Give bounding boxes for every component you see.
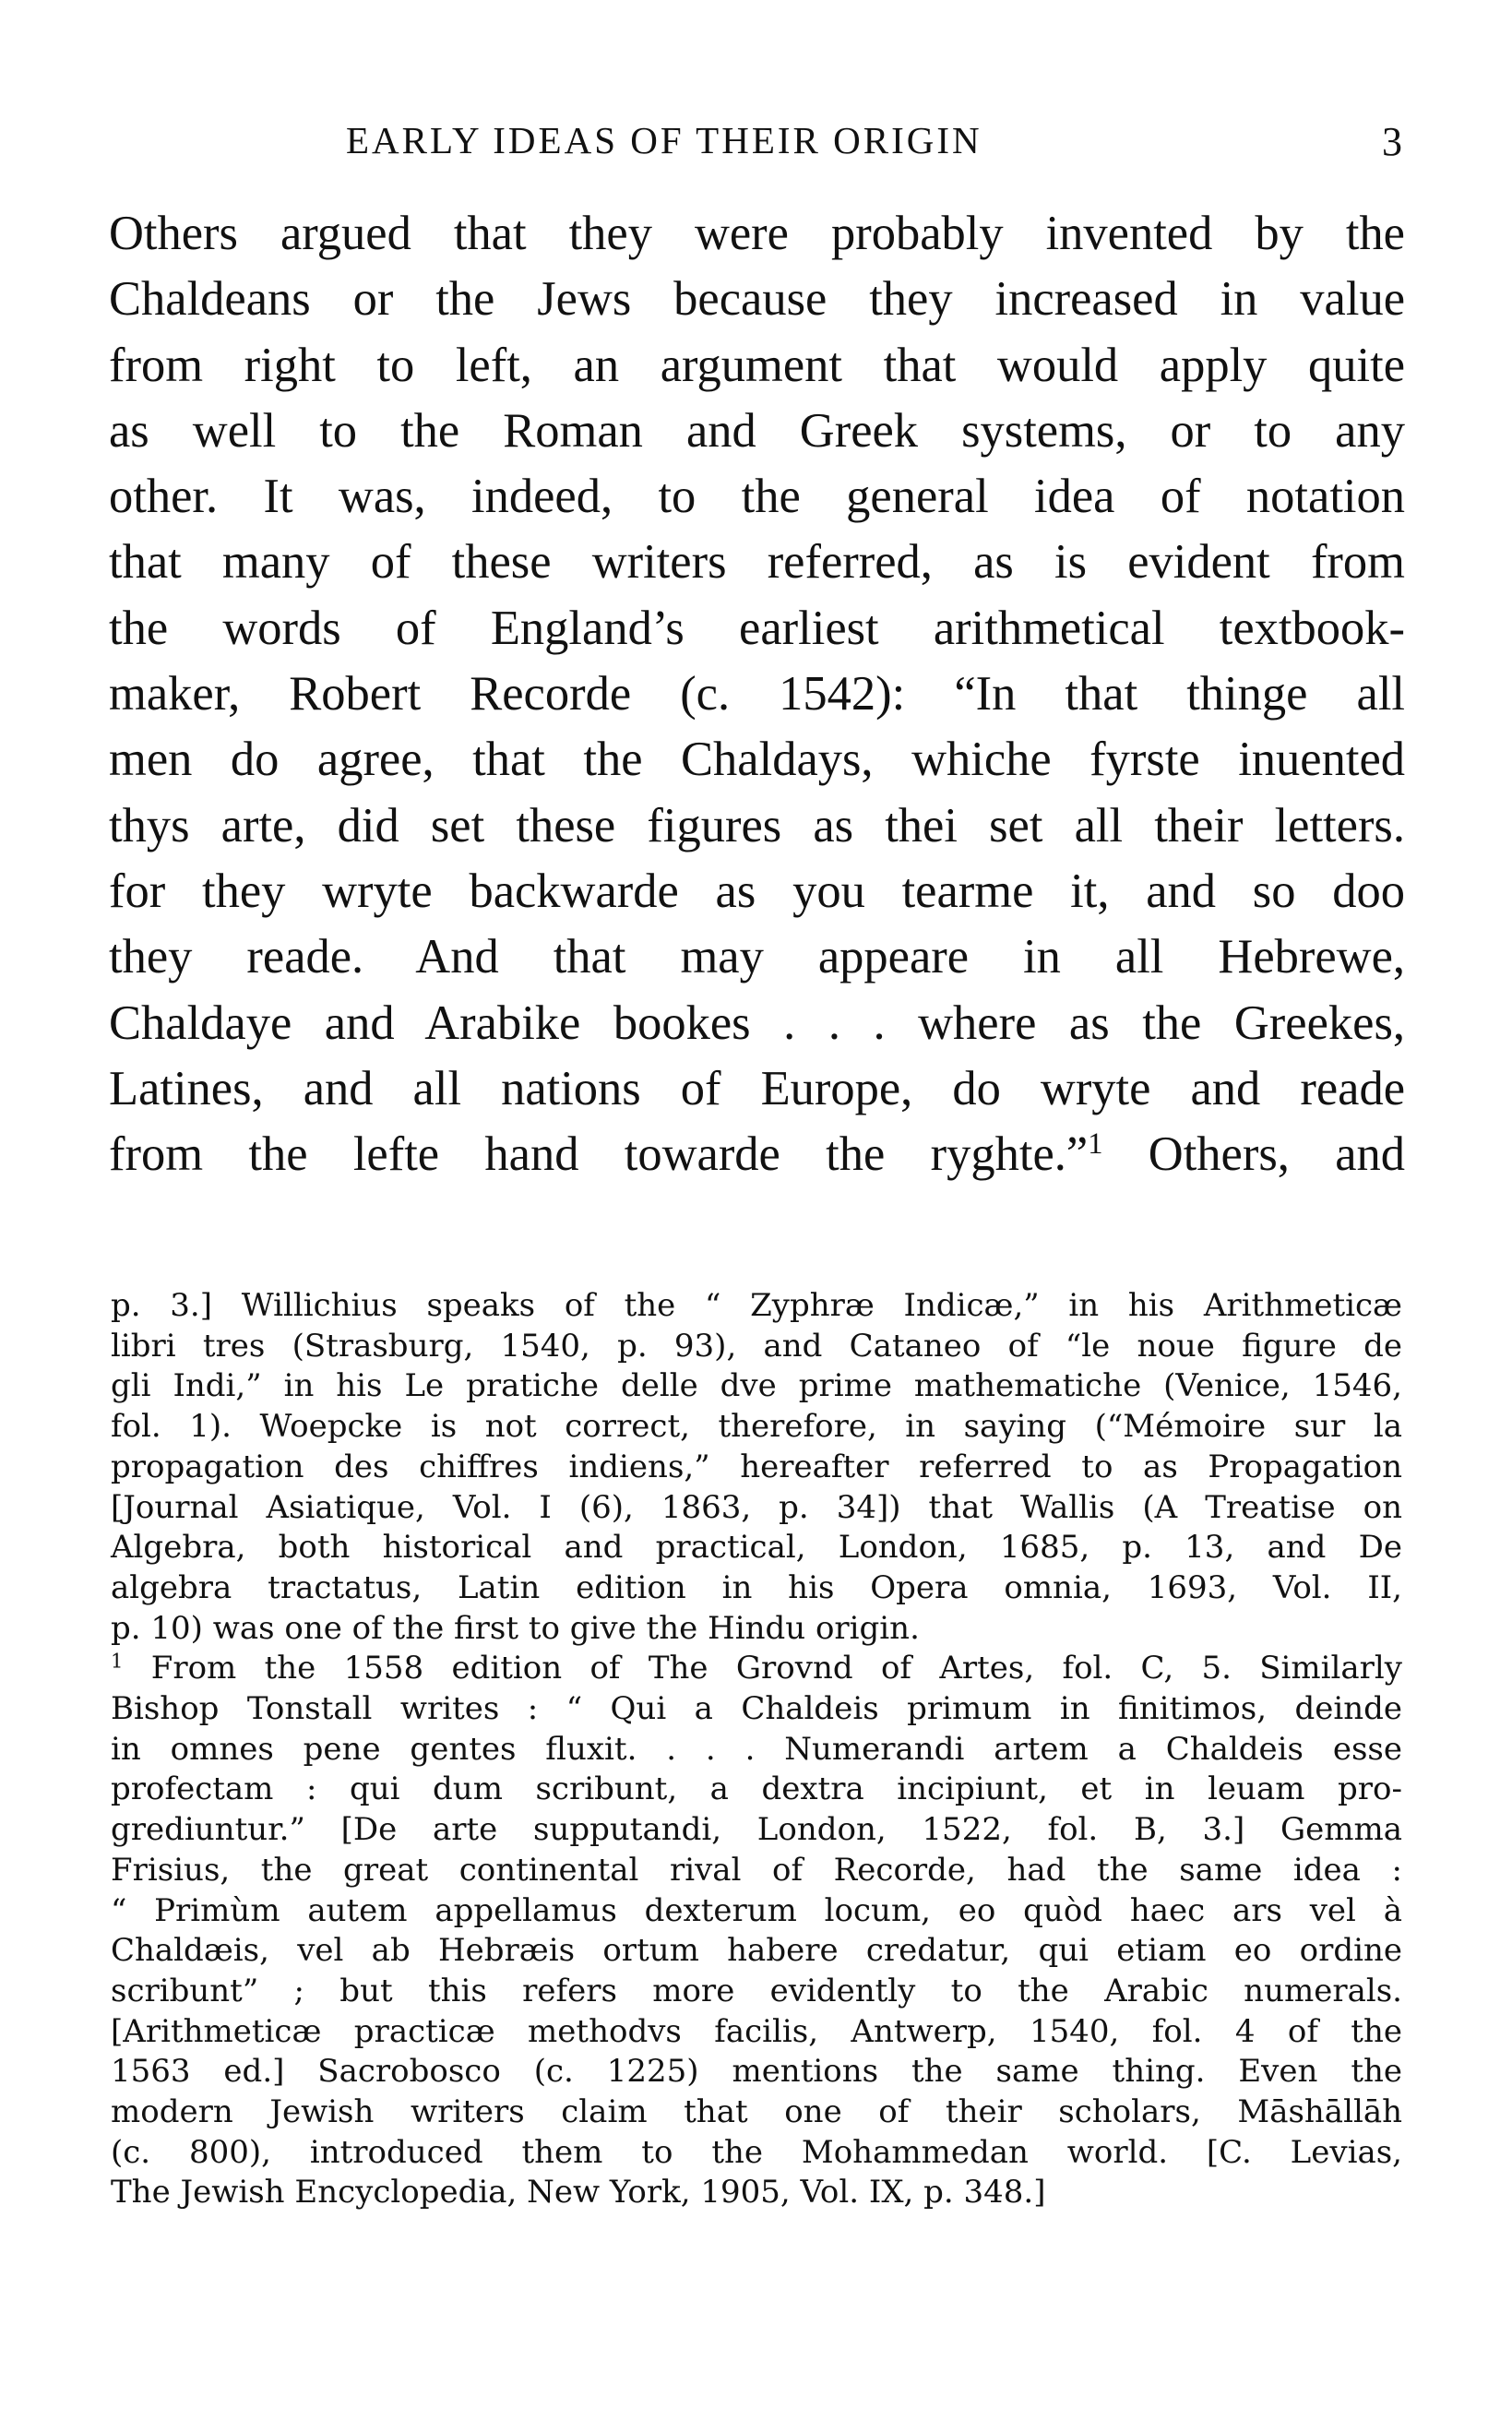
footnote-line: p. 3.] Willichius speaks of the “ Zyphræ Indicæ,” in his Arithmeticæ — [111, 1287, 1402, 1324]
footnote-line: Bishop Tonstall writes : “ Qui a Chaldeis primum in finitimos, deinde — [111, 1690, 1402, 1728]
footnote-line: Frisius, the great continental rival of Recorde, had the same idea : — [111, 1851, 1402, 1889]
footnote-line: fol. 1). Woepcke is not correct, therefore, in saying (“Mémoire sur la — [111, 1408, 1402, 1446]
body-line: for they wryte backwarde as you tearme it, and so doo — [109, 864, 1405, 918]
footnote-line: Algebra, both historical and practical, London, 1685, p. 13, and De — [111, 1529, 1402, 1567]
footnote-line: modern Jewish writers claim that one of their scholars, Māshāllāh — [111, 2093, 1402, 2131]
running-head — [111, 118, 1402, 173]
body-line-last — [109, 1122, 1405, 1187]
footnote-line: scribunt” ; but this refers more evidently to the Arabic numerals. — [111, 1972, 1402, 2009]
footnote-line: 1563 ed.] Sacrobosco (c. 1225) mentions the same thing. Even the — [111, 2053, 1402, 2091]
footnote-line: [Journal Asiatique, Vol. I (6), 1863, p. 34]) that Wallis (A Treatise on — [111, 1488, 1402, 1526]
body-paragraph — [109, 201, 1405, 1187]
body-line: men do agree, that the Chaldays, whiche fyrste inuented — [109, 733, 1405, 787]
footnote-line: propagation des chiffres indiens,” hereafter referred to as Propagation — [111, 1448, 1402, 1485]
footnote-line: The Jewish Encyclopedia, New York, 1905, Vol. IX, p. 348.] — [111, 2174, 1046, 2211]
footnote-line: p. 10) was one of the first to give the Hindu origin. — [111, 1609, 920, 1647]
body-line: that many of these writers referred, as is evident from — [109, 535, 1405, 590]
footnote-line: gli Indi,” in his Le pratiche delle dve prime mathematiche (Venice, 1546, — [111, 1367, 1402, 1405]
body-line: other. It was, indeed, to the general idea of notation — [109, 470, 1405, 524]
footnote-line: “ Primùm autem appellamus dexterum locum, eo quòd haec ars vel à — [111, 1891, 1402, 1929]
footnote-line-text: From the 1558 edition of The Grovnd of Artes, fol. C, 5. Similarly — [123, 1650, 1402, 1687]
body-line: Chaldaye and Arabike bookes . . . where as the Greekes, — [109, 995, 1405, 1050]
body-line: Latines, and all nations of Europe, do wryte and reade — [109, 1061, 1405, 1115]
footnotes — [111, 1286, 1402, 2213]
body-line-text: Others, and — [1102, 1127, 1405, 1182]
footnote-line: algebra tractatus, Latin edition in his Opera omnia, 1693, Vol. II, — [111, 1568, 1402, 1606]
running-head-title: EARLY IDEAS OF THEIR ORIGIN — [346, 119, 982, 161]
footnote-page-note — [111, 1286, 1402, 1649]
footnote-line: Chaldæis, vel ab Hebræis ortum habere credatur, qui etiam eo ordine — [111, 1932, 1402, 1970]
footnote-line: (c. 800), introduced them to the Mohammedan world. [C. Levias, — [111, 2133, 1402, 2171]
body-line: they reade. And that may appeare in all Hebrewe, — [109, 930, 1405, 984]
page-number: 3 — [1382, 119, 1402, 164]
body-line: Chaldeans or the Jews because they increased in value — [109, 272, 1405, 327]
body-line: Others argued that they were probably invented by the — [109, 207, 1405, 260]
footnote-line: libri tres (Strasburg, 1540, p. 93), and Cataneo of “le noue figure de — [111, 1327, 1402, 1365]
body-line-text: from the lefte hand towarde the ryghte.” — [109, 1127, 1089, 1182]
footnote-marker: 1 — [111, 1649, 124, 1673]
body-line: thys arte, did set these figures as thei set all their letters. — [109, 798, 1405, 852]
body-line: the words of England’s earliest arithmetical textbook- — [109, 601, 1405, 655]
footnote-line — [111, 1649, 1402, 1689]
footnote-line: grediuntur.” [De arte supputandi, London, 1522, fol. B, 3.] Gemma — [111, 1811, 1402, 1849]
body-line: as well to the Roman and Greek systems, or to any — [109, 403, 1405, 458]
body-line: from right to left, an argument that would apply quite — [109, 338, 1405, 392]
body-line: maker, Robert Recorde (c. 1542): “In that thinge all — [109, 667, 1405, 721]
footnote-line: profectam : qui dum scribunt, a dextra incipiunt, et in leuam pro- — [111, 1770, 1402, 1808]
footnote-reference[interactable]: 1 — [1088, 1127, 1103, 1162]
footnote-line: in omnes pene gentes fluxit. . . . Numerandi artem a Chaldeis esse — [111, 1730, 1402, 1768]
footnote-line: [Arithmeticæ practicæ methodvs facilis, Antwerp, 1540, fol. 4 of the — [111, 2012, 1402, 2050]
footnote-1 — [111, 1649, 1402, 2213]
